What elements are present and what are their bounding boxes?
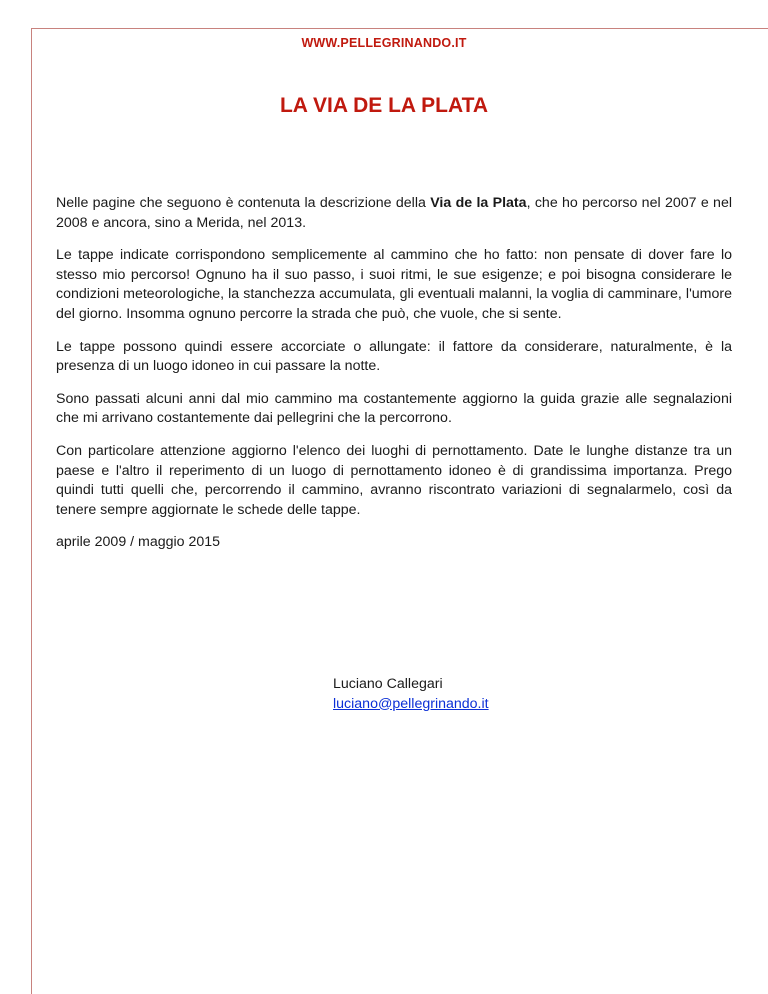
document-body [56,194,732,566]
paragraph-intro [56,194,732,233]
page-border-top [31,28,768,29]
header-website-url: WWW.PELLEGRINANDO.IT [301,36,467,50]
paragraph-intro-bold: Via de la Plata [430,195,527,211]
author-name: Luciano Callegari [333,676,443,692]
paragraph-stages: Le tappe indicate corrispondono semplicemente al cammino che ho fatto: non pensate di dover fare lo stesso mio percorso! Ognuno ha il suo passo, i suoi ritmi, le sue esigenze; e poi bisogna considerare le condizioni meteorologiche, la stanchezza accumulata, gli eventuali malanni, la voglia di camminare, l'umore del giorno. Insomma ognuno percorre la strada che può, che vuole, che si sente. [56,247,732,322]
paragraph-intro-before: Nelle pagine che seguono è contenuta la descrizione della [56,195,431,211]
signature-block [333,675,489,714]
paragraph-updates: Sono passati alcuni anni dal mio cammino ma costantemente aggiorno la guida grazie alle segnalazioni che mi arrivano costantemente dai pellegrini che la percorrono. [56,390,732,427]
page-border-left [31,28,32,994]
paragraph-adjust: Le tappe possono quindi essere accorciate o allungate: il fattore da considerare, naturalmente, è la presenza di un luogo idoneo in cui passare la notte. [56,338,732,375]
document-date: aprile 2009 / maggio 2015 [56,534,221,551]
paragraph-lodging: Con particolare attenzione aggiorno l'elenco dei luoghi di pernottamento. Date le lunghe distanze tra un paese e l'altro il reperimento di un luogo di pernottamento idoneo è di grandissima importanza. Prego quindi tutti quelli che, percorrendo il cammino, avranno riscontrato variazioni di segnalarmelo, così da tenere sempre aggiornate le schede delle tappe. [56,442,732,518]
paragraph-intro-after: , che ho percorso nel 2007 e nel 2008 e ancora, sino a Merida, nel 2013. [56,195,732,231]
document-title: LA VIA DE LA PLATA [279,94,489,117]
author-email-link[interactable]: luciano@pellegrinando.it [333,695,489,712]
